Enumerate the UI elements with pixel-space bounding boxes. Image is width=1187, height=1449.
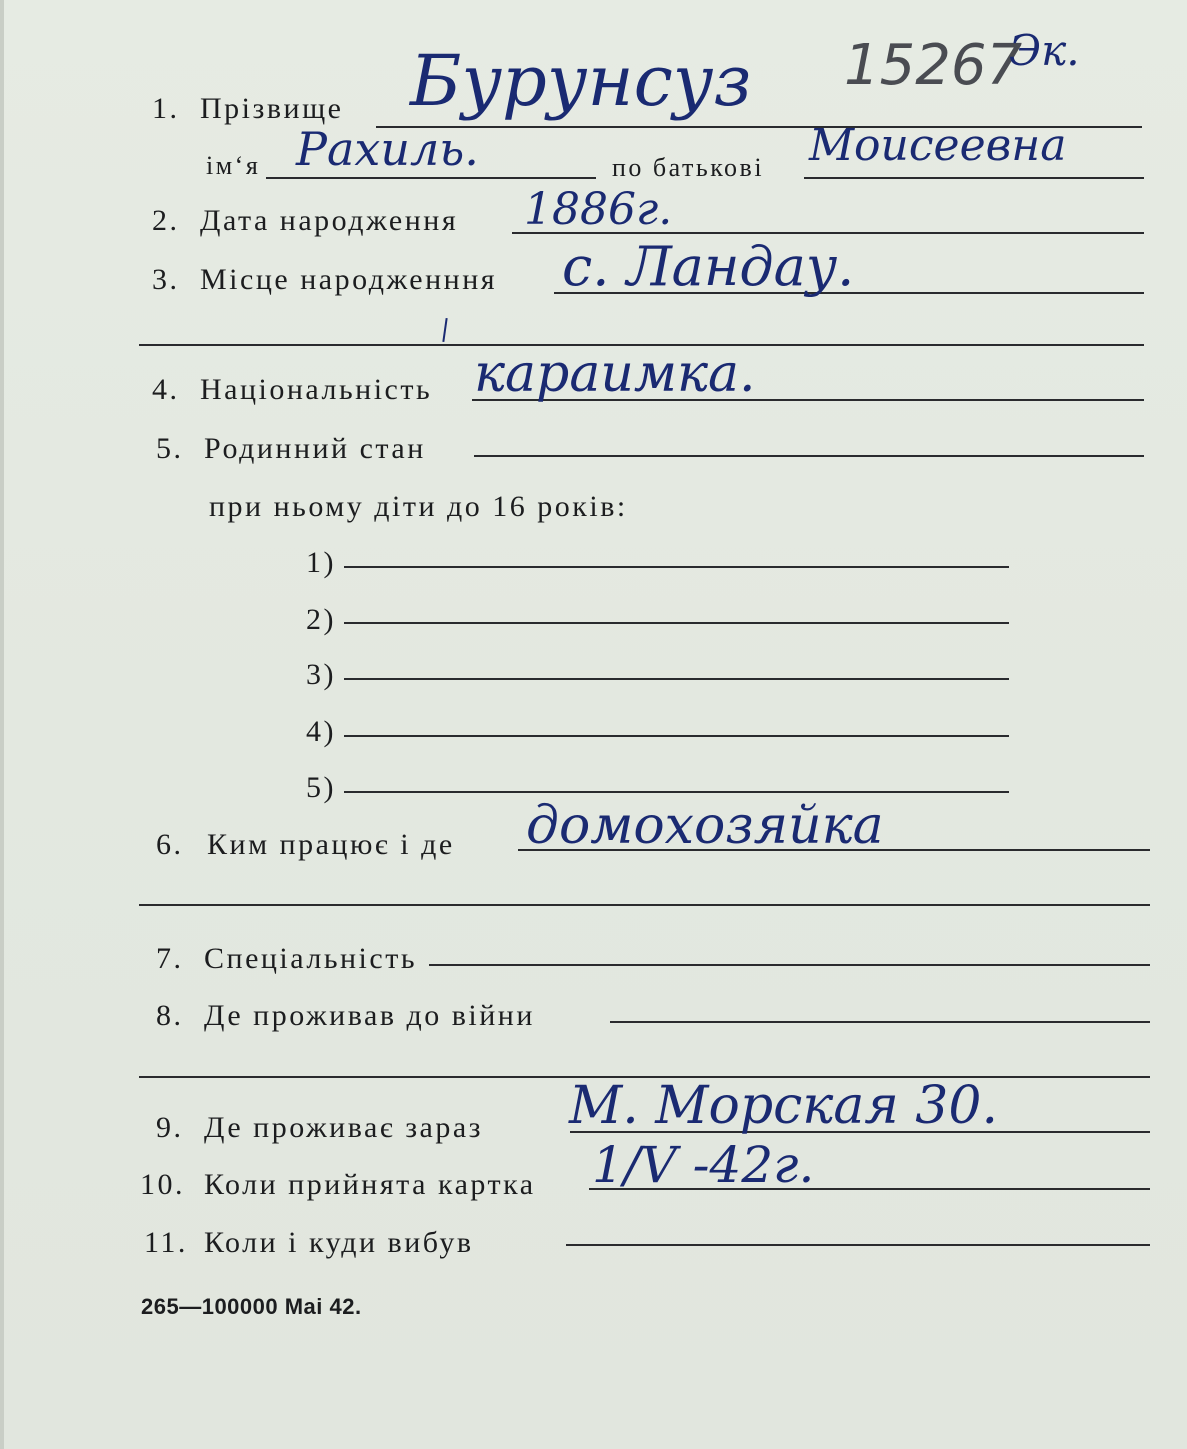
child-4-label: 4)	[306, 715, 336, 748]
field-6-line-2	[139, 904, 1150, 906]
field-6-number: 6.	[156, 828, 184, 861]
field-4-number: 4.	[152, 373, 180, 406]
child-5-line	[344, 791, 1009, 793]
field-8-line	[610, 1021, 1150, 1023]
field-8-number: 8.	[156, 999, 184, 1032]
field-10-number: 10.	[140, 1168, 185, 1201]
card-number: 15267	[844, 33, 1023, 98]
field-7-number: 7.	[156, 942, 184, 975]
surname-value: Бурунсуз	[410, 40, 752, 122]
field-1-label: Прізвище	[200, 92, 344, 125]
field-3-number: 3.	[152, 263, 180, 296]
card-date-value: 1/V -42г.	[592, 1136, 815, 1194]
field-5-line	[474, 455, 1144, 457]
first-name-label: ім‘я	[206, 151, 261, 180]
child-1-label: 1)	[306, 546, 336, 579]
field-9-label: Де проживає зараз	[204, 1111, 484, 1144]
child-3-label: 3)	[306, 658, 336, 691]
field-2-number: 2.	[152, 204, 180, 237]
field-5-label: Родинний стан	[204, 432, 426, 465]
nationality-value: караимка.	[474, 344, 756, 404]
pen-tick	[442, 318, 447, 342]
patronymic-label: по батькові	[612, 153, 765, 182]
field-1-number: 1.	[152, 92, 180, 125]
first-name-value: Рахиль.	[296, 122, 479, 176]
birth-place-value: с. Ландау.	[562, 235, 855, 298]
child-3-line	[344, 678, 1009, 680]
field-11-line	[566, 1244, 1150, 1246]
card-number-suffix: Эк.	[1009, 26, 1080, 75]
children-label: при ньому діти до 16 років:	[209, 490, 628, 523]
field-3-label: Місце народженння	[200, 263, 498, 296]
field-10-label: Коли прийнята картка	[204, 1168, 536, 1201]
birth-date-value: 1886г.	[524, 184, 673, 235]
current-address-value: М. Морская 30.	[569, 1076, 998, 1136]
print-code: 265—100000 Mai 42.	[141, 1294, 362, 1319]
occupation-value: домохозяйка	[526, 796, 884, 856]
field-7-line	[429, 964, 1150, 966]
field-11-number: 11.	[144, 1226, 188, 1259]
field-6-label: Ким працює і де	[207, 828, 455, 861]
child-1-line	[344, 566, 1009, 568]
field-2-label: Дата народження	[200, 204, 459, 237]
patronymic-line	[804, 177, 1144, 179]
patronymic-value: Моисеевна	[809, 120, 1067, 171]
field-7-label: Спеціальність	[204, 942, 417, 975]
field-5-number: 5.	[156, 432, 184, 465]
child-2-label: 2)	[306, 603, 336, 636]
first-name-line	[266, 177, 596, 179]
field-9-number: 9.	[156, 1111, 184, 1144]
child-2-line	[344, 622, 1009, 624]
field-4-label: Національність	[200, 373, 433, 406]
child-4-line	[344, 735, 1009, 737]
field-11-label: Коли і куди вибув	[204, 1226, 474, 1259]
field-8-label: Де проживав до війни	[204, 999, 535, 1032]
child-5-label: 5)	[306, 771, 336, 804]
